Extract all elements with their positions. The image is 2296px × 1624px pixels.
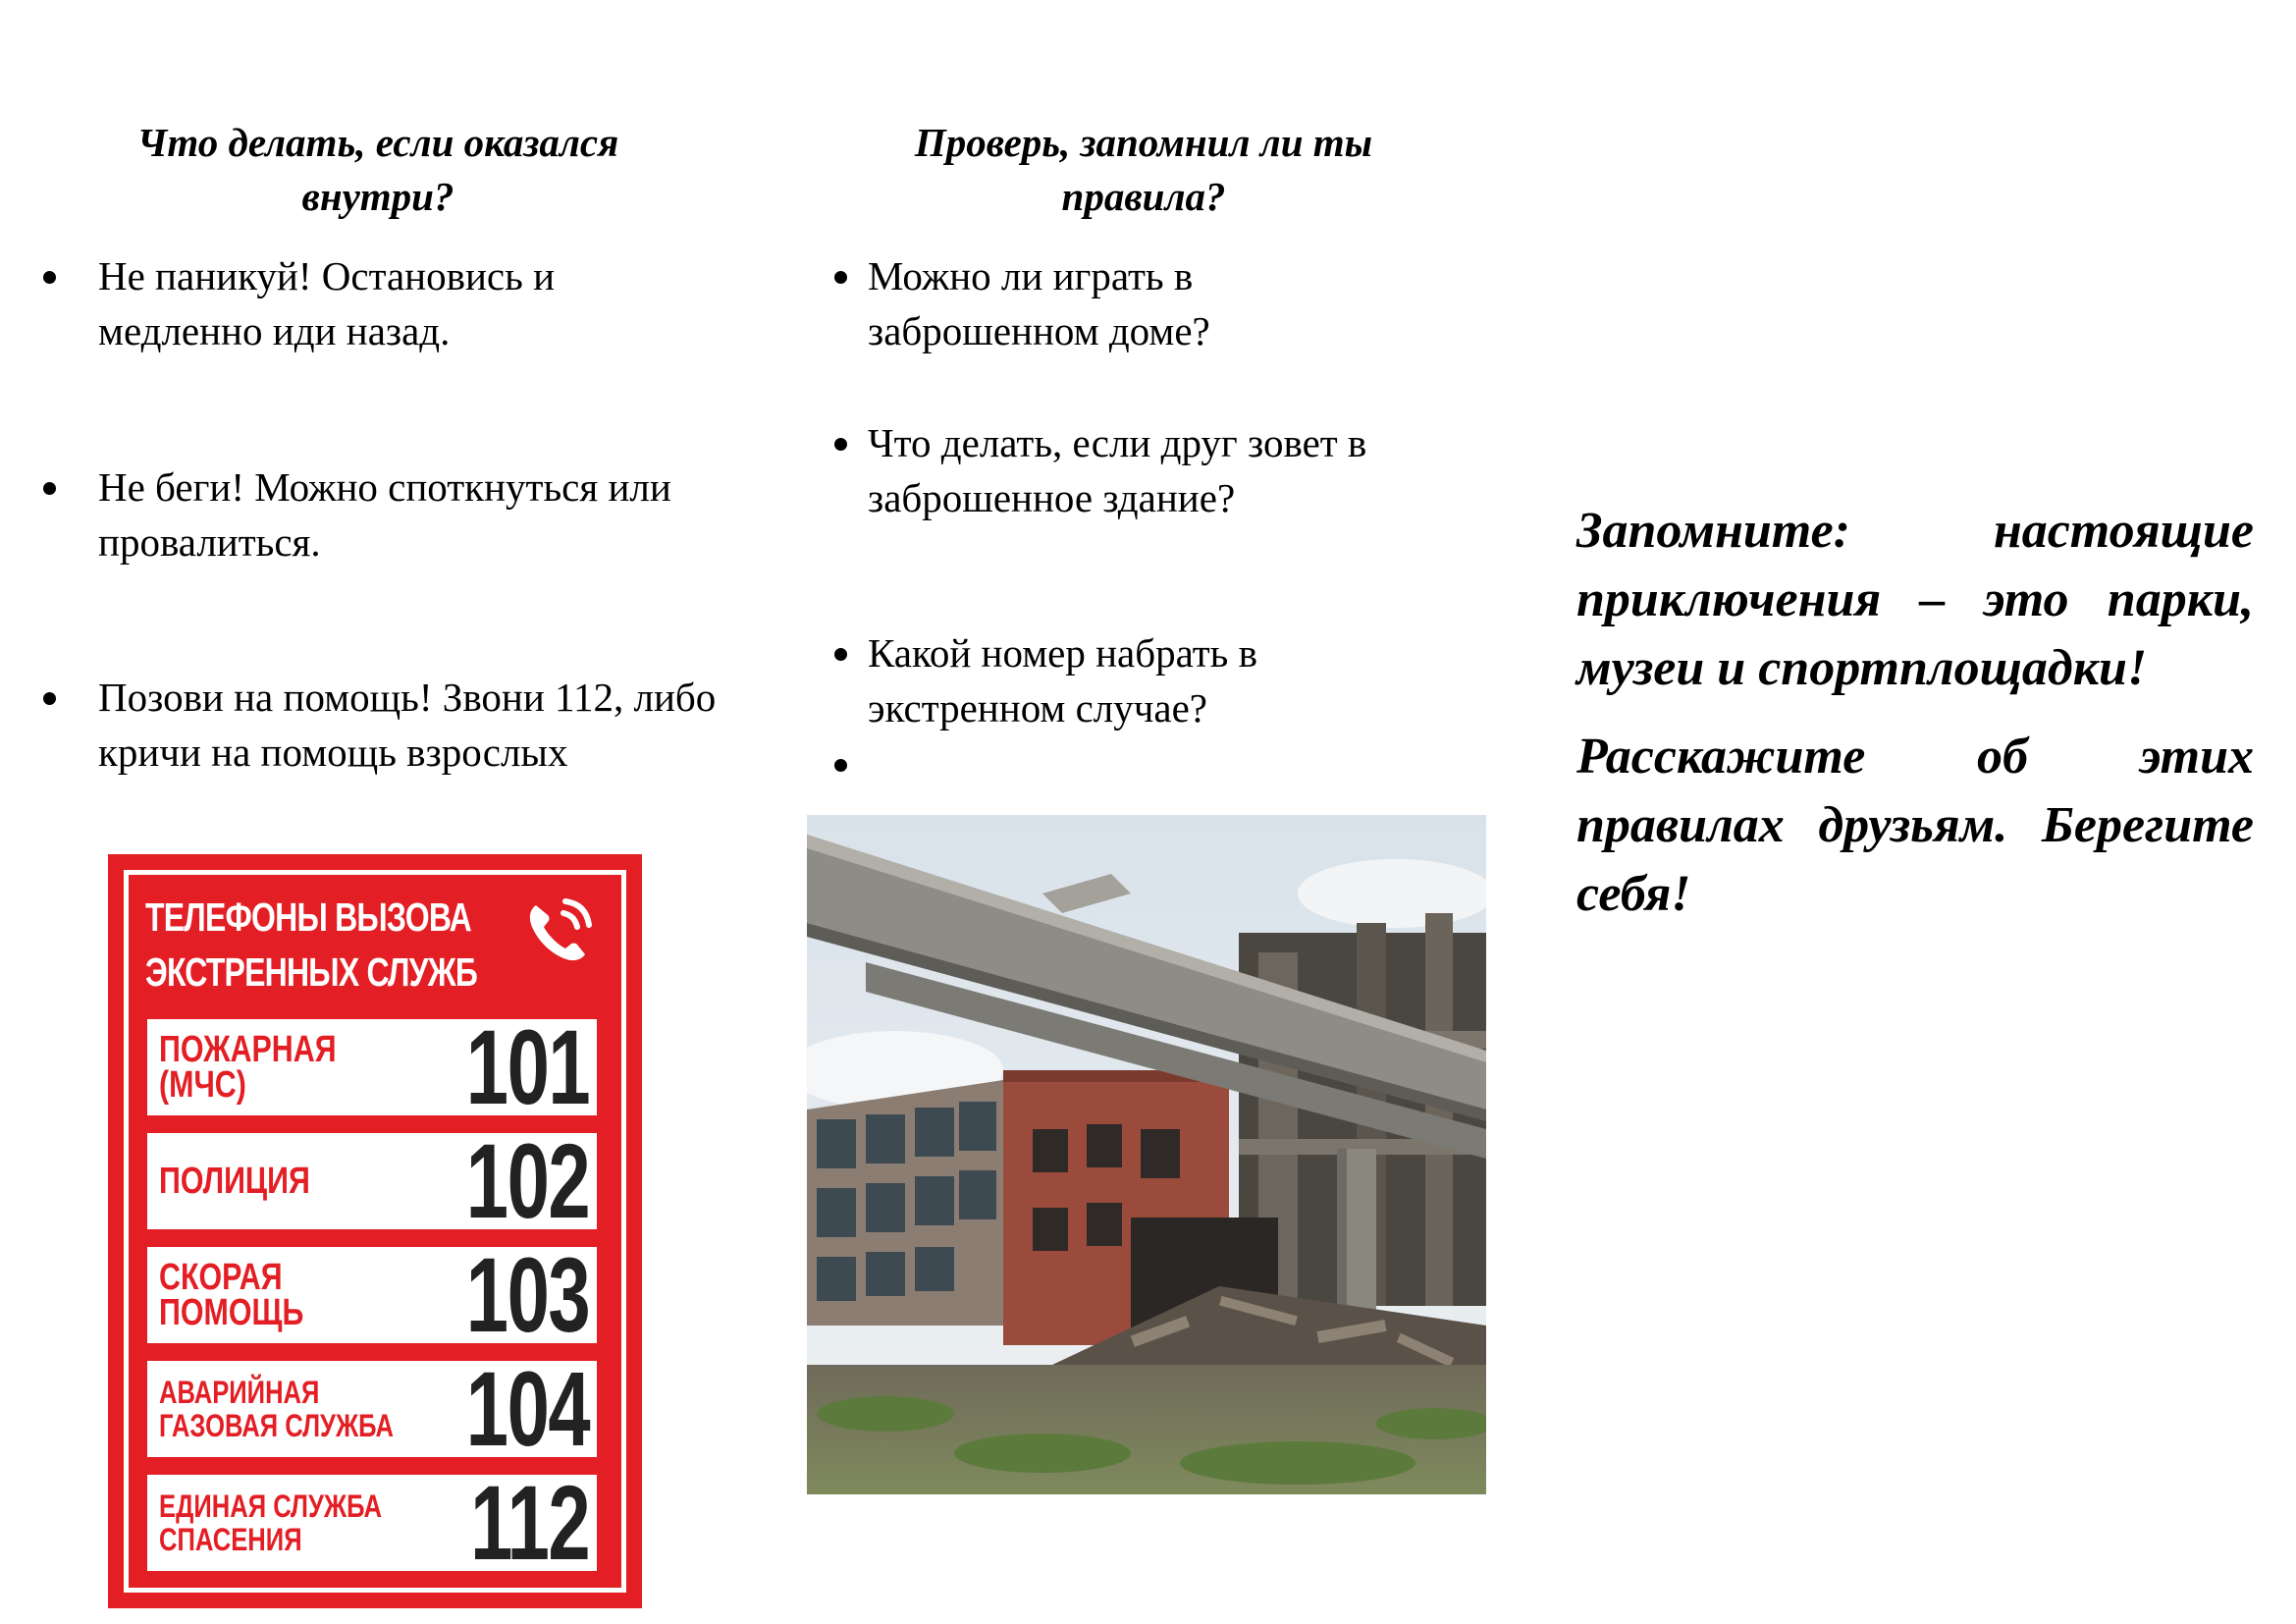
service-number: 104 [465,1349,589,1468]
bullet-icon [834,438,847,451]
emergency-phones-poster [108,854,642,1608]
service-label: СКОРАЯ ПОМОЩЬ [159,1257,304,1333]
list-item: Какой номер набрать в экстренном случае? [868,630,1257,731]
service-number: 102 [465,1121,589,1240]
list-item: Что делать, если друг зовет в заброшенное здание? [868,420,1367,520]
poster-title-line2: ЭКСТРЕННЫХ СЛУЖБ [145,949,478,995]
reminder-note: Запомните: настоящие приключения – это парки, музеи и спортплощадки! [1576,503,2254,696]
service-label: ПОЖАРНАЯ (МЧС) [159,1029,337,1106]
bullet-icon [834,271,847,284]
list-item: Не беги! Можно споткнуться или провалиться. [98,464,671,565]
service-rescue [147,1463,597,1582]
service-number: 103 [465,1235,589,1354]
list-item: Можно ли играть в заброшенном доме? [868,253,1210,353]
service-fire [147,1007,597,1126]
service-gas [147,1349,597,1468]
column2-heading: Проверь, запомнил ли ты правила? [914,120,1373,219]
service-label: ПОЛИЦИЯ [159,1161,310,1202]
service-number: 101 [465,1007,589,1126]
service-ambulance [147,1235,597,1354]
bullet-icon [834,759,847,772]
poster-title-line1: ТЕЛЕФОНЫ ВЫЗОВА [145,894,471,940]
bullet-icon [43,271,56,284]
share-rules-note: Расскажите об этих правилах друзьям. Берегите себя! [1576,729,2254,922]
phone-icon [520,892,599,970]
service-label: ЕДИНАЯ СЛУЖБА СПАСЕНИЯ [159,1489,382,1557]
abandoned-building-photo [807,815,1486,1494]
list-item: Позови на помощь! Звони 112, либо кричи на помощь взрослых [98,675,717,775]
column1-heading: Что делать, если оказался внутри? [136,120,619,219]
poster-title [145,890,478,1000]
list-item: Не паникуй! Остановись и медленно иди назад. [98,253,556,353]
service-police [147,1121,597,1240]
service-label: АВАРИЙНАЯ ГАЗОВАЯ СЛУЖБА [159,1375,394,1443]
bullet-icon [43,482,56,495]
abandoned-building-image [807,815,1486,1494]
service-number: 112 [469,1463,589,1582]
bullet-icon [43,692,56,705]
bullet-icon [834,648,847,661]
